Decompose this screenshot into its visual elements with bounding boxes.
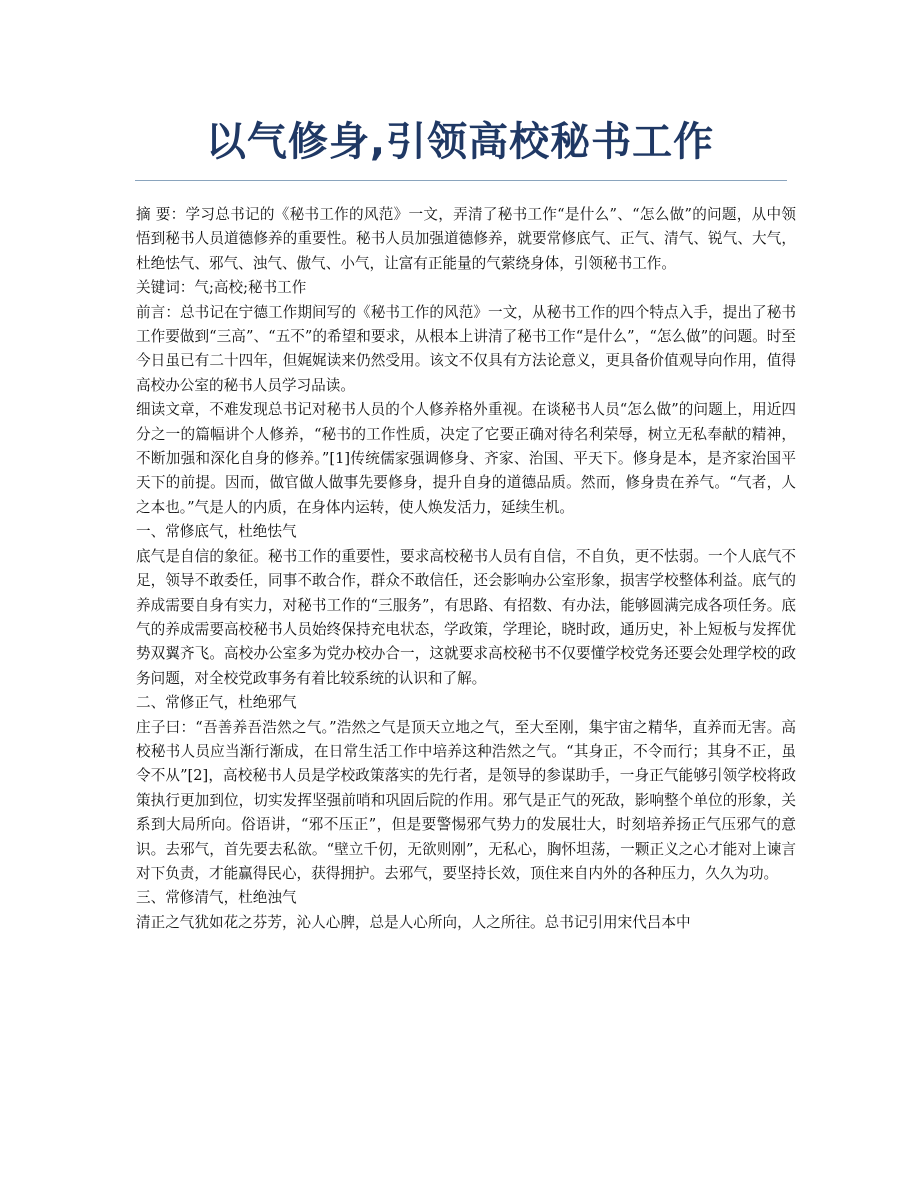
title-divider xyxy=(135,180,787,181)
section-2-body: 庄子曰：“吾善养吾浩然之气。”浩然之气是顶天立地之气，至大至刚，集宇宙之精华，直养而无害。高校秘书人员应当渐行渐成，在日常生活工作中培养这种浩然之气。“其身正，不令而行；其身不正，虽令不从”[2]，高校秘书人员是学校政策落实的先行者，是领导的参谋助手，一身正气能够引领学校将政策执行更加到位，切实发挥坚强前哨和巩固后院的作用。邪气是正气的死敌，影响整个单位的形象，关系到大局所向。俗语讲，“邪不压正”，但是要警惕邪气势力的发展壮大，时刻培养扬正气压邪气的意识。去邪气，首先要去私欲。“壁立千仞，无欲则刚”，无私心，胸怀坦荡，一颗正义之心才能对上谏言对下负责，才能赢得民心，获得拥护。去邪气，要坚持长效，顶住来自内外的各种压力，久久为功。 xyxy=(136,718,796,882)
document-body xyxy=(136,203,796,935)
abstract-paragraph: 摘 要：学习总书记的《秘书工作的风范》一文，弄清了秘书工作“是什么”、“怎么做”的问题，从中领悟到秘书人员道德修养的重要性。秘书人员加强道德修养，就要常修底气、正气、清气、锐气、大气，杜绝怯气、邪气、浊气、傲气、小气，让富有正能量的气萦绕身体，引领秘书工作。 xyxy=(136,206,796,272)
section-1-heading: 一、常修底气，杜绝怯气 xyxy=(136,523,297,541)
section-2-heading: 二、常修正气，杜绝邪气 xyxy=(136,694,297,712)
intro-paragraph: 细读文章，不难发现总书记对秘书人员的个人修养格外重视。在谈秘书人员“怎么做”的问题上，用近四分之一的篇幅讲个人修养，“秘书的工作性质，决定了它要正确对待名利荣辱，树立无私奉献的精神，不断加强和深化自身的修养。”[1]传统儒家强调修身、齐家、治国、平天下。修身是本，是齐家治国平天下的前提。因而，做官做人做事先要修身，提升自身的道德品质。然而，修身贵在养气。“气者，人之本也。”气是人的内质，在身体内运转，使人焕发活力，延续生机。 xyxy=(136,401,796,516)
keywords-line: 关键词：气;高校;秘书工作 xyxy=(136,279,307,297)
section-3-heading: 三、常修清气，杜绝浊气 xyxy=(136,889,297,907)
document-title: 以气修身,引领高校秘书工作 xyxy=(205,119,715,165)
section-3-body: 清正之气犹如花之芬芳，沁人心脾，总是人心所向，人之所往。总书记引用宋代吕本中 xyxy=(136,913,691,931)
section-1-body: 底气是自信的象征。秘书工作的重要性，要求高校秘书人员有自信，不自负，更不怯弱。一个人底气不足，领导不敢委任，同事不敢合作，群众不敢信任，还会影响办公室形象，损害学校整体利益。底气的养成需要自身有实力，对秘书工作的“三服务”，有思路、有招数、有办法，能够圆满完成各项任务。底气的养成需要高校秘书人员始终保持充电状态，学政策，学理论，晓时政，通历史，补上短板与发挥优势双翼齐飞。高校办公室多为党办校办合一，这就要求高校秘书不仅要懂学校党务还要会处理学校的政务问题，对全校党政事务有着比较系统的认识和了解。 xyxy=(136,547,796,687)
preface-paragraph: 前言：总书记在宁德工作期间写的《秘书工作的风范》一文，从秘书工作的四个特点入手，提出了秘书工作要做到“三高”、“五不”的希望和要求，从根本上讲清了秘书工作“是什么”，“怎么做”的问题。时至今日虽已有二十四年，但娓娓读来仍然受用。该文不仅具有方法论意义，更具备价值观导向作用，值得高校办公室的秘书人员学习品读。 xyxy=(136,303,796,394)
